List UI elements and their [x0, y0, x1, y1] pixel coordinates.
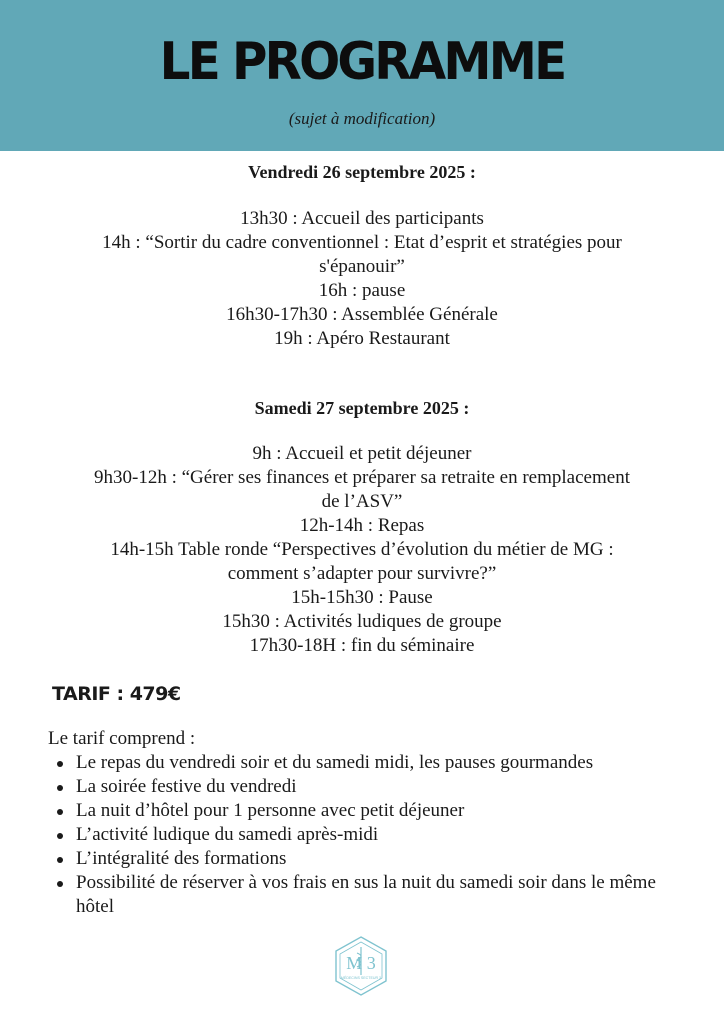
schedule-line: comment s’adapter pour survivre?” [227, 563, 497, 584]
list-item: Le repas du vendredi soir et du samedi midi, les pauses gourmandes [48, 751, 688, 775]
list-item: Possibilité de réserver à vos frais en sus la nuit du samedi soir dans le même hôtel [48, 871, 688, 919]
schedule-line: 15h30 : Activités ludiques de groupe [222, 611, 502, 632]
logo-caption: MÉDECINS SECTEUR 3 [340, 976, 382, 980]
schedule-line: 19h : Apéro Restaurant [274, 328, 450, 349]
bullet-icon [57, 857, 63, 863]
schedule-line: 17h30-18H : fin du séminaire [249, 635, 475, 656]
bullet-icon [57, 809, 63, 815]
list-item: La nuit d’hôtel pour 1 personne avec petit déjeuner [48, 799, 688, 823]
page-title: LE PROGRAMME [159, 32, 565, 92]
schedule-line: 12h-14h : Repas [299, 515, 425, 536]
schedule-line: 14h : “Sortir du cadre conventionnel : Etat d’esprit et stratégies pour [102, 232, 622, 253]
schedule-line: de l’ASV” [321, 491, 403, 512]
schedule-line: 16h : pause [318, 280, 406, 301]
schedule-line: s'épanouir” [319, 256, 405, 277]
bullet-icon [57, 881, 63, 887]
page-subtitle: (sujet à modification) [288, 109, 436, 128]
bullet-icon [57, 785, 63, 791]
schedule-line: 14h-15h Table ronde “Perspectives d’évolution du métier de MG : [110, 539, 614, 560]
schedule-line: 16h30-17h30 : Assemblée Générale [226, 304, 498, 325]
medecins-secteur-3-logo [330, 935, 392, 997]
list-item: L’activité ludique du samedi après-midi [48, 823, 688, 847]
tarif-includes-list [48, 751, 688, 919]
bullet-icon [57, 833, 63, 839]
logo-mark: M 3 [346, 953, 376, 973]
list-item: La soirée festive du vendredi [48, 775, 688, 799]
schedule-line: 9h30-12h : “Gérer ses finances et préparer sa retraite en remplacement [94, 467, 630, 488]
friday-heading: Vendredi 26 septembre 2025 : [248, 162, 476, 182]
list-item: L’intégralité des formations [48, 847, 688, 871]
saturday-schedule [30, 442, 694, 658]
schedule-line: 15h-15h30 : Pause [291, 587, 433, 608]
schedule-line: 9h : Accueil et petit déjeuner [252, 443, 472, 464]
tarif-label: TARIF : 479€ [52, 683, 181, 705]
friday-schedule [30, 207, 694, 351]
schedule-line: 13h30 : Accueil des participants [240, 208, 484, 229]
saturday-heading: Samedi 27 septembre 2025 : [254, 398, 470, 418]
tarif-intro: Le tarif comprend : [48, 728, 196, 749]
bullet-icon [57, 761, 63, 767]
